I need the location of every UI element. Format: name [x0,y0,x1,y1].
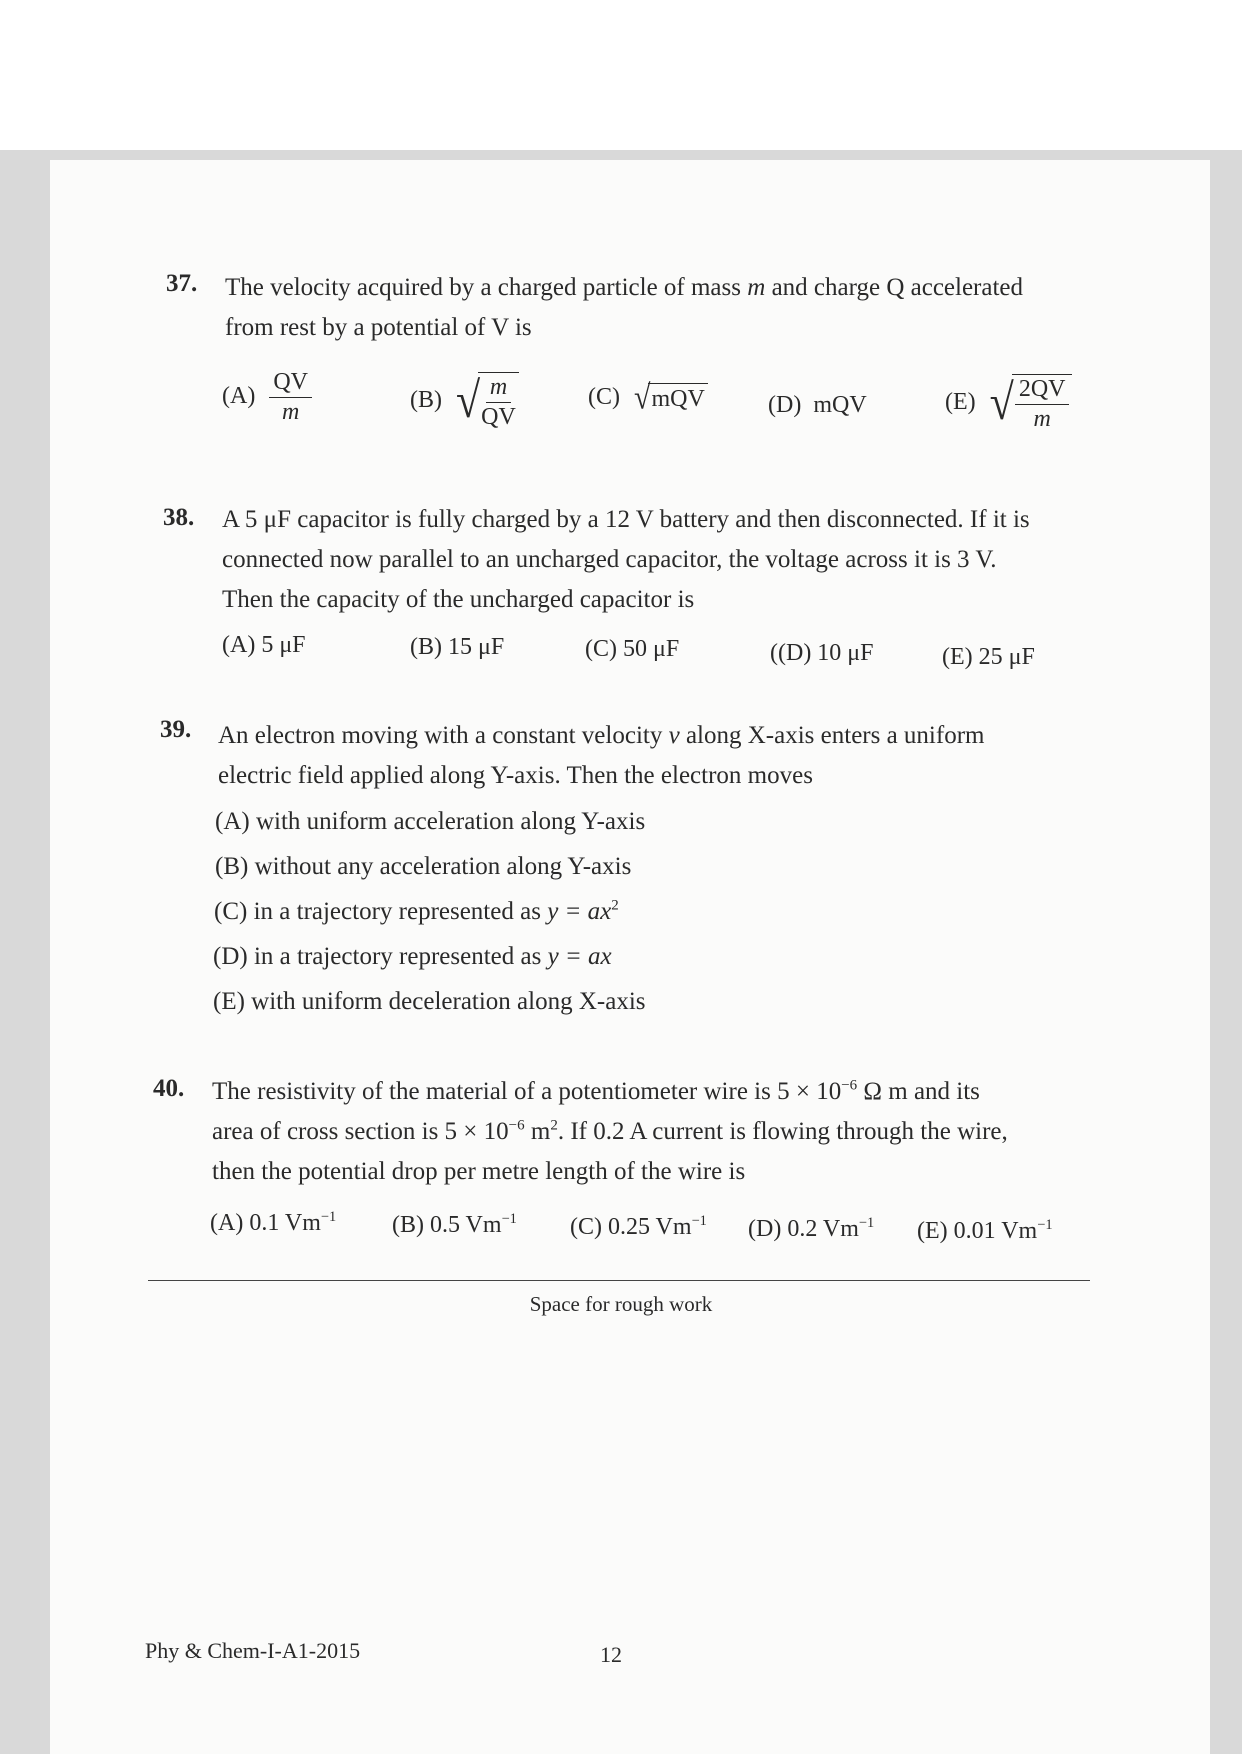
sqrt-icon: √ [456,372,481,429]
option-d: (D) in a trajectory represented as y = ax [213,943,612,970]
option-e: (E) √ $\frac{2QV}{m}$ [945,374,1072,432]
option-b: (B) without any acceleration along Y-axis [215,853,632,880]
question-number: 39. [160,716,192,743]
question-number: 38. [163,504,195,531]
question-text: The velocity acquired by a charged particle of mass m and charge Q accelerated from rest by a potential of V is [225,274,1024,341]
option-a: (A) 5 μF [222,632,306,658]
footer-code: Phy & Chem-I-A1-2015 [145,1638,361,1663]
option-c: (C) 0.25 $Vm^{-1}$ [570,1213,707,1240]
option-a: (A) $\frac{QV}{m}$ [222,370,312,425]
option-c: (C) 50 μF [585,636,680,662]
option-b: (B) √ $\frac{m}{QV}$ [410,372,519,430]
question-text: The resistivity of the material of a potentiometer wire is $5 \times 10^{-6}$ Ω m and its area of cross section is $5 \times 10^{-6}$ $m^2$. If 0.2 A current is flowing through the wire, then the potential drop per metre length of the wire is [212,1077,1008,1185]
question-text: An electron moving with a constant velocity v along X-axis enters a uniform electric field applied along Y-axis. Then the electron moves [218,722,985,789]
option-e: (E) 0.01 $Vm^{-1}$ [917,1217,1053,1244]
question-text: A 5 μF capacitor is fully charged by a 12 V battery and then disconnected. If it is connected now parallel to an uncharged capacitor, the voltage across it is 3 V. Then the capacity of the uncharged capacitor is [222,506,1030,613]
option-d: (D) 0.2 $Vm^{-1}$ [748,1215,875,1242]
option-d: ((D) 10 μF [770,640,874,666]
rough-work-label: Space for rough work [529,1292,713,1316]
option-a: (A) 0.1 $Vm^{-1}$ [210,1209,337,1236]
option-a: (A) with uniform acceleration along Y-axis [215,808,646,835]
option-b: (B) 0.5 $Vm^{-1}$ [392,1211,517,1238]
question-number: 37. [166,270,198,297]
sqrt-icon: √ [989,374,1014,431]
option-c: (C) √ mQV [588,383,708,413]
option-b: (B) 15 μF [410,634,505,660]
option-e: (E) 25 μF [942,644,1035,670]
sqrt-icon: √ [634,378,651,417]
question-number: 40. [153,1075,185,1102]
page-number: 12 [600,1642,622,1667]
option-e: (E) with uniform deceleration along X-axis [213,988,646,1015]
option-c: (C) in a trajectory represented as $y = ax^2$ [214,897,619,925]
option-d: (D) mQV [768,392,867,418]
divider-line [148,1280,1090,1281]
